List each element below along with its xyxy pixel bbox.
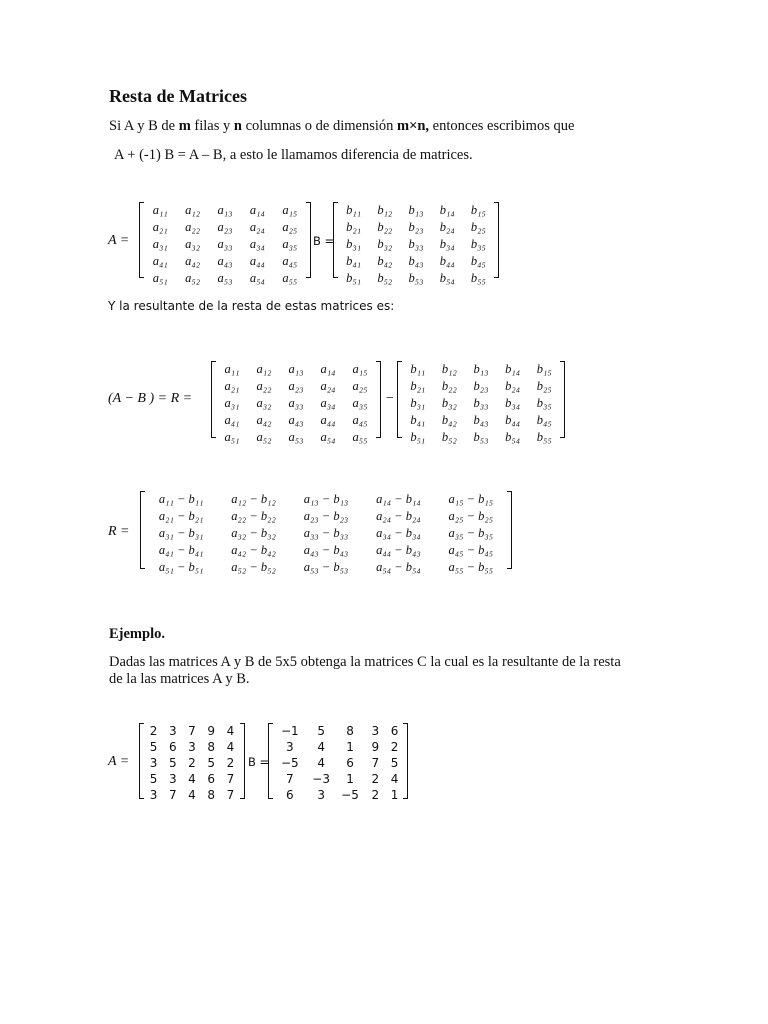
matrix-cell: a₄₂: [256, 413, 272, 427]
label-a-equals: A =: [108, 233, 130, 248]
matrix-cell: 6: [168, 740, 177, 754]
matrix-cell: a₃₃: [217, 237, 233, 251]
matrix-cell: 7: [226, 772, 235, 786]
matrix-cell: 5: [317, 724, 325, 738]
label-example-a-equals: A =: [108, 754, 130, 769]
matrix-cell: 8: [207, 788, 216, 802]
matrix-cell: a₄₂: [185, 254, 201, 268]
matrix-cell: b₁₃: [408, 203, 424, 217]
matrix-a-in-difference: [211, 361, 381, 444]
matrix-cell: a₂₃: [288, 379, 304, 393]
matrix-cell: 4: [317, 740, 325, 754]
matrix-cell: 6: [286, 788, 294, 802]
matrix-cell: b₃₅: [536, 396, 552, 410]
matrix-cell: b₅₂: [377, 271, 393, 285]
matrix-cell: a₄₁: [152, 254, 168, 268]
matrix-cell: a₄₁: [224, 413, 240, 427]
example-matrix-a: [139, 723, 245, 802]
matrix-cell: a₁₅: [352, 362, 368, 376]
matrix-cell: a₅₃: [288, 430, 304, 444]
intro-mxn: m×n,: [397, 118, 430, 134]
matrix-cell: b₂₂: [377, 220, 393, 234]
matrix-cell: a₃₁ − b₃₁: [158, 526, 204, 540]
matrix-cell: −1: [281, 724, 299, 738]
matrix-cell: b₄₅: [470, 254, 486, 268]
matrix-cell: a₄₁ − b₄₁: [158, 543, 204, 557]
matrix-cell: a₃₂ − b₃₂: [231, 526, 276, 540]
matrix-cell: a₄₃: [288, 413, 304, 427]
matrix-b-in-difference: [397, 361, 565, 444]
matrix-cell: b₁₁: [410, 362, 426, 376]
matrix-cell: b₄₄: [439, 254, 455, 268]
matrix-cell: a₁₂ − b₁₂: [231, 492, 276, 506]
matrix-cell: a₁₁ − b₁₁: [158, 492, 204, 506]
matrix-cell: 9: [371, 740, 380, 754]
example-heading: Ejemplo.: [109, 626, 165, 642]
matrix-cell: 2: [188, 756, 196, 770]
intro-n: n: [233, 118, 242, 134]
matrix-cell: a₃₄: [249, 237, 265, 251]
matrix-cell: a₂₅ − b₂₅: [448, 509, 494, 523]
matrix-cell: b₅₁: [346, 271, 362, 285]
intro-text-2: filas y: [190, 118, 234, 134]
matrix-cell: b₂₄: [505, 379, 521, 393]
matrix-cell: a₂₄: [249, 220, 265, 234]
matrix-cell: 3: [149, 756, 158, 770]
difference-definition: A + (-1) B = A – B, a esto le llamamos diferencia de matrices.: [114, 147, 473, 163]
matrix-cell: b₁₂: [377, 203, 393, 217]
matrix-cell: b₄₃: [408, 254, 424, 268]
matrix-cell: a₃₄ − b₃₄: [376, 526, 421, 540]
matrix-cell: 4: [226, 724, 235, 738]
matrix-cell: a₅₃: [217, 271, 233, 285]
matrix-cell: b₁₁: [346, 203, 362, 217]
matrix-cell: a₅₄: [249, 271, 265, 285]
matrix-cell: b₅₅: [470, 271, 486, 285]
matrix-cell: a₅₂ − b₅₂: [231, 560, 276, 574]
matrix-cell: a₂₅: [352, 379, 368, 393]
matrix-cell: 7: [226, 788, 235, 802]
matrix-cell: a₁₁: [224, 362, 240, 376]
matrix-cell: b₅₂: [441, 430, 457, 444]
matrix-cell: b₄₁: [346, 254, 362, 268]
matrix-cell: b₁₅: [536, 362, 552, 376]
matrix-cell: 2: [390, 740, 399, 754]
matrix-cell: a₂₂ − b₂₂: [231, 509, 276, 523]
matrix-cell: b₂₃: [473, 379, 489, 393]
matrix-cell: 3: [149, 788, 158, 802]
matrix-cell: b₂₂: [441, 379, 457, 393]
label-b-equals: B =: [313, 234, 335, 248]
intro-text-4: entonces escribimos que: [429, 118, 575, 134]
matrix-cell: a₂₂: [185, 220, 201, 234]
matrix-cell: 4: [188, 772, 196, 786]
matrix-cell: a₄₄: [320, 413, 336, 427]
matrix-cell: a₃₅ − b₃₅: [448, 526, 494, 540]
matrix-cell: 3: [371, 724, 380, 738]
matrix-cell: 3: [188, 740, 196, 754]
matrix-cell: b₃₂: [441, 396, 457, 410]
matrix-cell: 7: [188, 724, 196, 738]
matrix-cell: b₃₁: [346, 237, 362, 251]
label-a-minus-b: (A − B ) = R =: [108, 391, 193, 406]
matrix-cell: b₁₃: [473, 362, 489, 376]
matrix-cell: 9: [207, 724, 216, 738]
matrix-cell: b₃₄: [505, 396, 521, 410]
matrix-cell: b₄₄: [505, 413, 521, 427]
matrix-cell: a₂₁ − b₂₁: [158, 509, 204, 523]
matrix-cell: b₁₂: [441, 362, 457, 376]
matrix-cell: 6: [346, 756, 354, 770]
matrix-cell: a₂₂: [256, 379, 272, 393]
matrix-cell: b₅₄: [439, 271, 455, 285]
matrix-cell: b₅₁: [410, 430, 426, 444]
matrix-cell: b₅₃: [473, 430, 489, 444]
matrix-cell: a₃₃: [288, 396, 304, 410]
matrix-cell: 1: [346, 772, 354, 786]
matrix-cell: 4: [226, 740, 235, 754]
matrix-cell: a₂₅: [282, 220, 298, 234]
matrix-cell: 5: [207, 756, 216, 770]
matrix-cell: 1: [390, 788, 399, 802]
matrix-cell: b₅₃: [408, 271, 424, 285]
page-title: Resta de Matrices: [109, 86, 247, 106]
matrix-cell: 5: [168, 756, 177, 770]
matrix-cell: a₅₅ − b₅₅: [448, 560, 494, 574]
matrix-cell: b₂₄: [439, 220, 455, 234]
matrix-cell: 4: [390, 772, 399, 786]
matrix-cell: b₄₁: [410, 413, 426, 427]
matrix-cell: a₄₃ − b₄₃: [303, 543, 349, 557]
intro-text-1: Si A y B de: [109, 118, 179, 134]
matrix-cell: b₃₅: [470, 237, 486, 251]
matrix-cell: 2: [226, 756, 235, 770]
matrix-cell: 2: [149, 724, 158, 738]
matrix-cell: −3: [312, 772, 330, 786]
matrix-cell: a₃₄: [320, 396, 336, 410]
matrix-cell: b₂₃: [408, 220, 424, 234]
matrix-cell: a₁₂: [256, 362, 272, 376]
matrix-cell: a₁₃ − b₁₃: [303, 492, 349, 506]
matrix-cell: a₂₁: [152, 220, 168, 234]
matrix-cell: a₂₃ − b₂₃: [303, 509, 349, 523]
matrix-cell: a₁₁: [152, 203, 168, 217]
matrix-cell: 5: [149, 740, 158, 754]
matrix-cell: b₂₅: [536, 379, 552, 393]
matrix-cell: a₅₁ − b₅₁: [158, 560, 204, 574]
matrix-cell: b₁₄: [505, 362, 521, 376]
matrix-cell: a₂₄ − b₂₄: [376, 509, 421, 523]
intro-text-3: columnas o de dimensión: [241, 118, 398, 134]
matrix-cell: b₂₁: [410, 379, 426, 393]
matrix-cell: 7: [286, 772, 294, 786]
matrix-cell: 5: [390, 756, 399, 770]
matrix-cell: b₃₂: [377, 237, 393, 251]
matrix-cell: b₅₄: [505, 430, 521, 444]
matrix-cell: a₁₃: [288, 362, 304, 376]
matrix-cell: a₂₃: [217, 220, 233, 234]
matrix-cell: a₅₄: [320, 430, 336, 444]
example-line-1: Dadas las matrices A y B de 5x5 obtenga la matrices C la cual es la resultante de la resta: [109, 654, 621, 670]
matrix-cell: b₄₂: [377, 254, 393, 268]
matrix-cell: −5: [281, 756, 299, 770]
matrix-cell: a₃₁: [224, 396, 240, 410]
matrix-cell: a₅₃ − b₅₃: [303, 560, 349, 574]
matrix-cell: a₅₂: [256, 430, 272, 444]
matrix-r-result: [140, 491, 512, 574]
matrix-cell: 3: [168, 724, 177, 738]
matrix-cell: a₁₅ − b₁₅: [448, 492, 494, 506]
matrix-cell: −5: [341, 788, 359, 802]
matrix-cell: b₃₃: [473, 396, 489, 410]
matrix-cell: a₂₁: [224, 379, 240, 393]
matrix-cell: a₅₅: [352, 430, 368, 444]
label-example-b-equals: B =: [248, 755, 270, 769]
matrix-cell: a₅₁: [152, 271, 168, 285]
example-matrix-b: [268, 723, 408, 802]
matrix-cell: 3: [317, 788, 325, 802]
matrix-cell: a₅₂: [185, 271, 201, 285]
example-line-2: de la las matrices A y B.: [109, 671, 250, 687]
matrix-cell: a₄₃: [217, 254, 233, 268]
matrix-cell: a₂₄: [320, 379, 336, 393]
matrix-cell: a₄₄: [249, 254, 265, 268]
matrix-cell: b₁₅: [470, 203, 486, 217]
matrix-cell: 3: [286, 740, 294, 754]
matrix-cell: 7: [371, 756, 380, 770]
matrix-cell: a₅₄ − b₅₄: [376, 560, 421, 574]
matrix-cell: a₁₅: [282, 203, 298, 217]
matrix-cell: 4: [188, 788, 196, 802]
matrix-cell: a₄₅: [352, 413, 368, 427]
matrix-cell: b₃₁: [410, 396, 426, 410]
matrix-cell: b₄₃: [473, 413, 489, 427]
matrix-cell: a₃₂: [256, 396, 272, 410]
matrix-cell: 7: [168, 788, 177, 802]
matrix-cell: 1: [346, 740, 354, 754]
resultant-note: Y la resultante de la resta de estas matrices es:: [108, 299, 395, 313]
matrix-cell: a₄₅: [282, 254, 298, 268]
matrix-cell: 4: [317, 756, 325, 770]
matrix-cell: a₃₃ − b₃₃: [303, 526, 349, 540]
matrix-cell: 5: [149, 772, 158, 786]
matrix-cell: a₃₂: [185, 237, 201, 251]
matrix-cell: a₁₄ − b₁₄: [376, 492, 421, 506]
matrix-cell: a₁₄: [249, 203, 265, 217]
matrix-cell: a₁₃: [217, 203, 233, 217]
matrix-cell: a₄₂ − b₄₂: [231, 543, 276, 557]
matrix-cell: b₅₅: [536, 430, 552, 444]
matrix-cell: 6: [390, 724, 399, 738]
matrix-cell: a₄₄ − b₄₃: [376, 543, 421, 557]
matrix-cell: 3: [168, 772, 177, 786]
matrix-cell: b₃₃: [408, 237, 424, 251]
matrix-b-general: [333, 202, 499, 285]
matrix-cell: 8: [207, 740, 216, 754]
matrix-cell: b₂₅: [470, 220, 486, 234]
matrix-cell: a₅₁: [224, 430, 240, 444]
matrix-cell: 6: [207, 772, 216, 786]
matrix-cell: b₁₄: [439, 203, 455, 217]
matrix-cell: b₄₂: [441, 413, 457, 427]
intro-m: m: [178, 118, 191, 134]
matrix-cell: a₅₅: [282, 271, 298, 285]
matrix-cell: b₃₄: [439, 237, 455, 251]
matrix-cell: a₁₂: [185, 203, 201, 217]
matrix-cell: 8: [346, 724, 354, 738]
matrix-cell: b₂₁: [346, 220, 362, 234]
matrix-cell: a₄₅ − b₄₅: [448, 543, 494, 557]
matrix-cell: 2: [371, 772, 380, 786]
matrix-cell: a₁₄: [320, 362, 336, 376]
intro-paragraph: [109, 117, 574, 135]
matrix-cell: 2: [371, 788, 380, 802]
minus-sign: −: [385, 391, 395, 406]
matrix-cell: b₄₅: [536, 413, 552, 427]
matrix-cell: a₃₅: [352, 396, 368, 410]
matrix-cell: a₃₁: [152, 237, 168, 251]
matrix-cell: a₃₅: [282, 237, 298, 251]
label-r-equals: R =: [108, 524, 130, 539]
matrix-a-general: [139, 202, 311, 285]
